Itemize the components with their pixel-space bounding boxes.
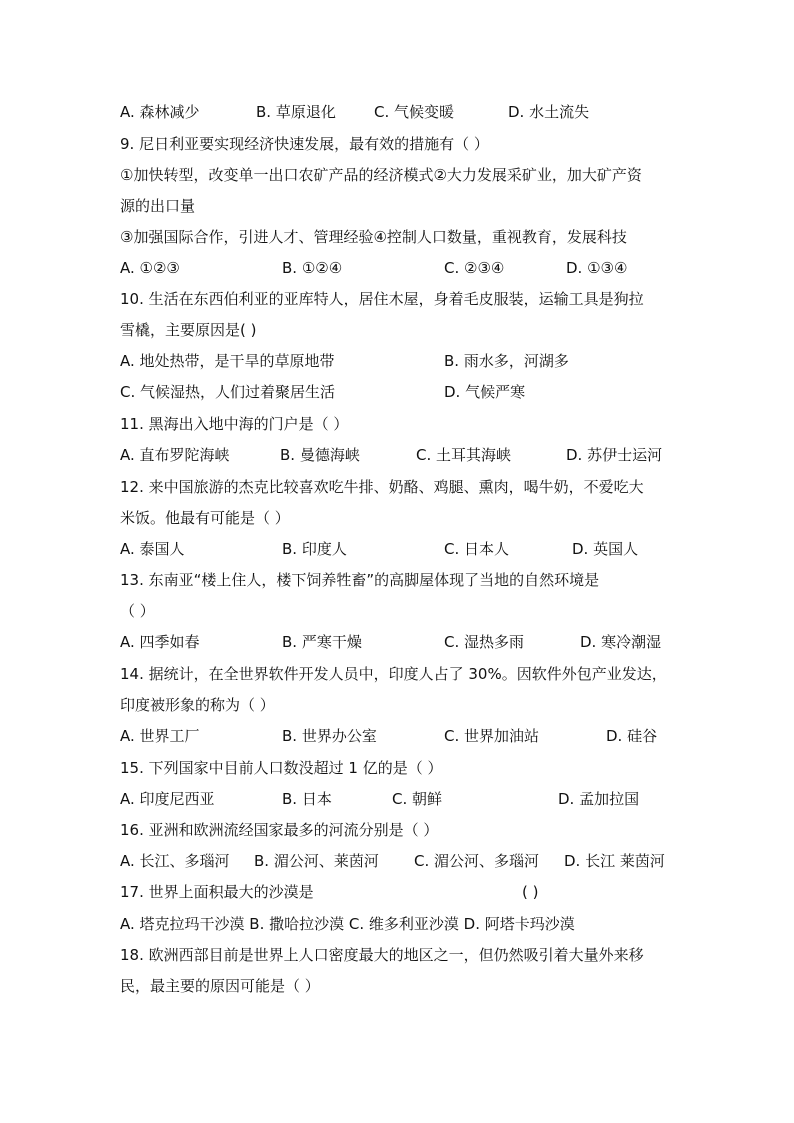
q10-stem-line-2: 雪橇，主要原因是( ) [120, 321, 257, 339]
q10-option-b: B. 雨水多，河湖多 [444, 352, 569, 370]
q11-option-a: A. 直布罗陀海峡 [120, 446, 230, 464]
q15-option-b: B. 日本 [282, 790, 332, 808]
q14-stem-line-2: 印度被形象的称为（ ） [120, 696, 275, 714]
q15-stem: 15. 下列国家中目前人口数没超过 1 亿的是（ ） [120, 759, 443, 777]
q16-stem: 16. 亚洲和欧洲流经国家最多的河流分别是（ ） [120, 821, 439, 839]
q8-option-a: A. 森林减少 [120, 103, 200, 121]
q9-stem: 9. 尼日利亚要实现经济快速发展，最有效的措施有（ ） [120, 135, 489, 153]
q14-option-c: C. 世界加油站 [444, 727, 540, 745]
q17-stem: 17. 世界上面积最大的沙漠是 [120, 883, 314, 901]
q9-choice-line-3: ③加强国际合作，引进人才、管理经验④控制人口数量，重视教育，发展科技 [120, 228, 627, 246]
q8-option-c: C. 气候变暖 [374, 103, 455, 121]
q16-option-c: C. 湄公河、多瑙河 [414, 852, 540, 870]
q12-option-c: C. 日本人 [444, 540, 510, 558]
q9-option-d: D. ①③④ [566, 259, 628, 277]
q13-stem-line-2: （ ） [120, 602, 155, 620]
q13-stem-line-1: 13. 东南亚“楼上住人，楼下饲养牲畜”的高脚屋体现了当地的自然环境是 [120, 571, 600, 589]
q11-stem: 11. 黑海出入地中海的门户是（ ） [120, 415, 349, 433]
q16-option-b: B. 湄公河、莱茵河 [254, 852, 379, 870]
q11-option-d: D. 苏伊士运河 [566, 446, 663, 464]
q13-option-d: D. 寒冷潮湿 [580, 633, 662, 651]
q13-option-a: A. 四季如春 [120, 633, 200, 651]
q16-option-a: A. 长江、多瑙河 [120, 852, 230, 870]
q8-option-b: B. 草原退化 [256, 103, 336, 121]
q9-choice-line-1: ①加快转型，改变单一出口农矿产品的经济模式②大力发展采矿业，加大矿产资 [120, 166, 642, 184]
q14-stem-line-1: 14. 据统计，在全世界软件开发人员中，印度人占了 30%。因软件外包产业发达， [120, 665, 667, 683]
q13-option-c: C. 湿热多雨 [444, 633, 525, 651]
q15-option-a: A. 印度尼西亚 [120, 790, 215, 808]
q8-option-d: D. 水土流失 [508, 103, 590, 121]
q10-stem-line-1: 10. 生活在东西伯利亚的亚库特人，居住木屋，身着毛皮服装，运输工具是狗拉 [120, 290, 644, 308]
q10-option-d: D. 气候严寒 [444, 383, 526, 401]
q9-option-c: C. ②③④ [444, 259, 505, 277]
q14-option-b: B. 世界办公室 [282, 727, 377, 745]
q10-option-c: C. 气候湿热，人们过着聚居生活 [120, 383, 336, 401]
q15-option-d: D. 孟加拉国 [558, 790, 640, 808]
q16-option-d: D. 长江 莱茵河 [564, 852, 665, 870]
q17-options: A. 塔克拉玛干沙漠 B. 撒哈拉沙漠 C. 维多利亚沙漠 D. 阿塔卡玛沙漠 [120, 915, 575, 933]
q12-option-b: B. 印度人 [282, 540, 347, 558]
q14-option-d: D. 硅谷 [606, 727, 658, 745]
q13-option-b: B. 严寒干燥 [282, 633, 362, 651]
q12-option-d: D. 英国人 [572, 540, 639, 558]
q9-option-b: B. ①②④ [282, 259, 343, 277]
q18-stem-line-1: 18. 欧洲西部目前是世界上人口密度最大的地区之一，但仍然吸引着大量外来移 [120, 946, 644, 964]
q14-option-a: A. 世界工厂 [120, 727, 200, 745]
q9-option-a: A. ①②③ [120, 259, 180, 277]
q12-option-a: A. 泰国人 [120, 540, 185, 558]
q15-option-c: C. 朝鲜 [392, 790, 443, 808]
q17-answer-paren: ( ) [522, 883, 539, 901]
q18-stem-line-2: 民，最主要的原因可能是（ ） [120, 977, 320, 995]
q12-stem-line-2: 米饭。他最有可能是（ ） [120, 509, 290, 527]
q12-stem-line-1: 12. 来中国旅游的杰克比较喜欢吃牛排、奶酪、鸡腿、熏肉，喝牛奶，不爱吃大 [120, 478, 644, 496]
q9-choice-line-2: 源的出口量 [120, 197, 196, 215]
q11-option-b: B. 曼德海峡 [280, 446, 360, 464]
q10-option-a: A. 地处热带，是干旱的草原地带 [120, 352, 335, 370]
q11-option-c: C. 土耳其海峡 [416, 446, 512, 464]
